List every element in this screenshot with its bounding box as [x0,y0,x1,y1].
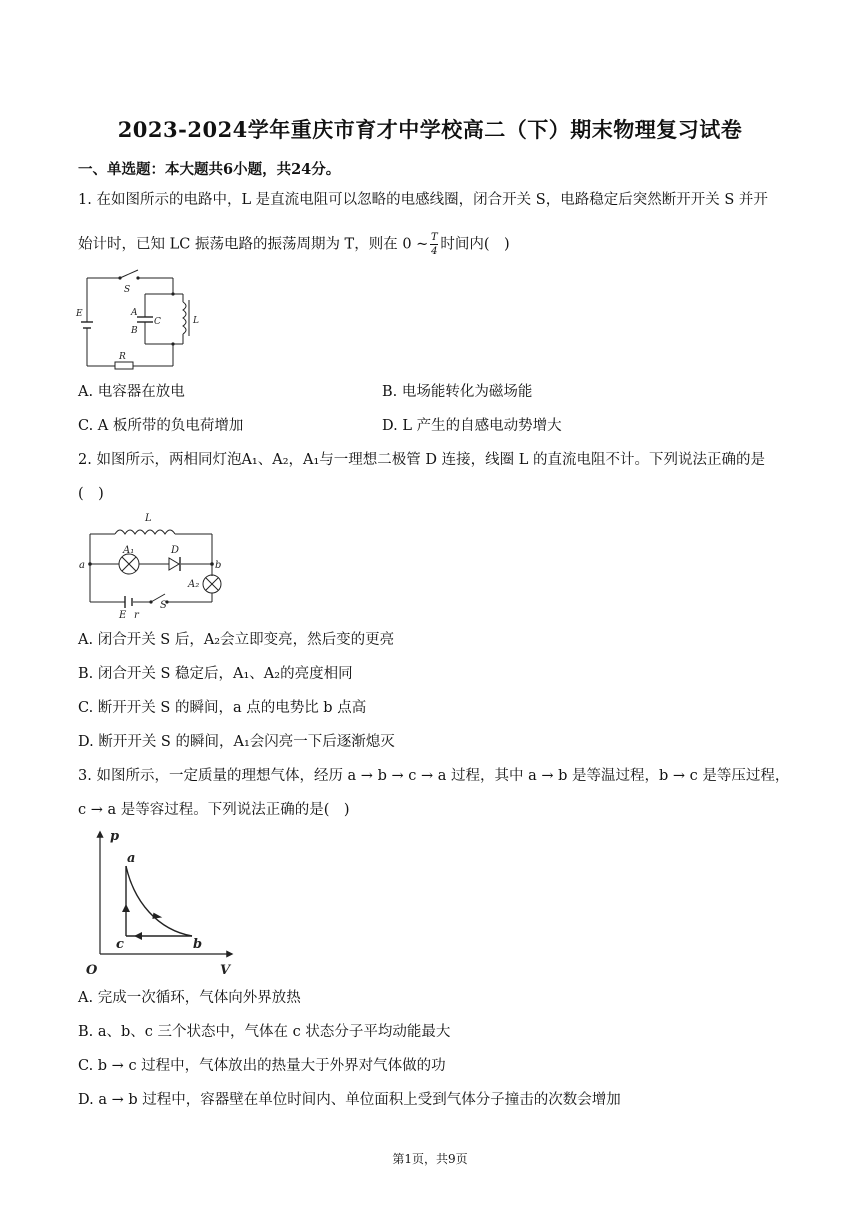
q2-option-c[interactable]: C. 断开开关 S 的瞬间，a 点的电势比 b 点高 [78,700,367,716]
q1-fig-label-l: L [193,316,199,326]
q2-fig-label-b: b [215,560,222,571]
q1-stem-pre: 始计时，已知 LC 振荡电路的振荡周期为 T，则在 0 ~ [78,236,429,253]
q2-fig-label-a1: A₁ [123,545,135,556]
q1-stem-line2 [78,232,510,257]
q2-fig-label-d: D [171,545,180,556]
q3-stem-line2: c → a 是等容过程。下列说法正确的是( ) [78,802,350,818]
q3-fig-label-b: b [193,937,203,952]
q1-fig-label-s: S [124,285,131,295]
q1-fraction [430,232,438,257]
q2-fig-label-a2: A₂ [188,579,200,590]
q1-frac-num: T [430,232,438,243]
q1-fig-label-b: B [131,326,138,336]
q3-stem-line1: 3. 如图所示，一定质量的理想气体，经历 a → b → c → a 过程，其中 a → b 是等温过程，b → c 是等压过程， [78,768,790,784]
q2-option-b[interactable]: B. 闭合开关 S 稳定后，A₁、A₂的亮度相同 [78,666,353,682]
q1-fig-label-a: A [131,308,138,318]
q3-option-a[interactable]: A. 完成一次循环，气体向外界放热 [78,990,301,1006]
q1-stem-line1: 1. 在如图所示的电路中，L 是直流电阻可以忽略的电感线圈，闭合开关 S，电路稳定后突然断开开关 S 并开 [78,192,768,208]
q3-fig-label-o: O [86,963,98,978]
q1-option-c[interactable]: C. A 板所带的负电荷增加 [78,418,244,434]
q3-fig-label-v: V [220,963,231,978]
q1-fig-label-r: R [119,352,126,362]
q2-circuit-figure [75,508,225,620]
page-title: 2023-2024学年重庆市育才中学校高二（下）期末物理复习试卷 [117,117,743,142]
q2-stem-line1: 2. 如图所示，两相同灯泡A₁、A₂，A₁与一理想二极管 D 连接，线圈 L 的直流电阻不计。下列说法正确的是 [78,452,765,468]
q2-fig-label-a: a [79,560,85,571]
q1-frac-den: 4 [431,246,438,257]
q1-option-a[interactable]: A. 电容器在放电 [78,384,185,400]
q1-option-d[interactable]: D. L 产生的自感电动势增大 [382,418,562,434]
q3-pv-diagram [82,826,242,978]
q2-fig-label-s: S [160,600,167,611]
q2-option-a[interactable]: A. 闭合开关 S 后，A₂会立即变亮，然后变的更亮 [78,632,395,648]
q2-fig-label-r: r [134,610,139,621]
q3-fig-label-p: p [110,829,120,844]
q1-circuit-figure [75,262,205,372]
page-footer: 第1页，共9页 [392,1152,468,1166]
q3-option-b[interactable]: B. a、b、c 三个状态中，气体在 c 状态分子平均动能最大 [78,1024,451,1040]
q3-option-d[interactable]: D. a → b 过程中，容器壁在单位时间内、单位面积上受到气体分子撞击的次数会增加 [78,1092,621,1108]
section-header: 一、单选题：本大题共6小题，共24分。 [78,161,341,178]
q1-fig-label-e: E [76,309,83,319]
q1-fig-label-c: C [154,317,161,327]
q2-fig-label-e: E [119,610,127,621]
q2-fig-label-l: L [145,513,152,524]
q2-option-d[interactable]: D. 断开开关 S 的瞬间，A₁会闪亮一下后逐渐熄灭 [78,734,395,750]
q1-option-b[interactable]: B. 电场能转化为磁场能 [382,384,533,400]
q1-stem-post: 时间内( ) [440,236,510,253]
q2-stem-line2: ( ) [78,486,104,502]
q3-option-c[interactable]: C. b → c 过程中，气体放出的热量大于外界对气体做的功 [78,1058,446,1074]
q3-fig-label-a: a [127,851,136,866]
q3-fig-label-c: c [116,937,124,952]
